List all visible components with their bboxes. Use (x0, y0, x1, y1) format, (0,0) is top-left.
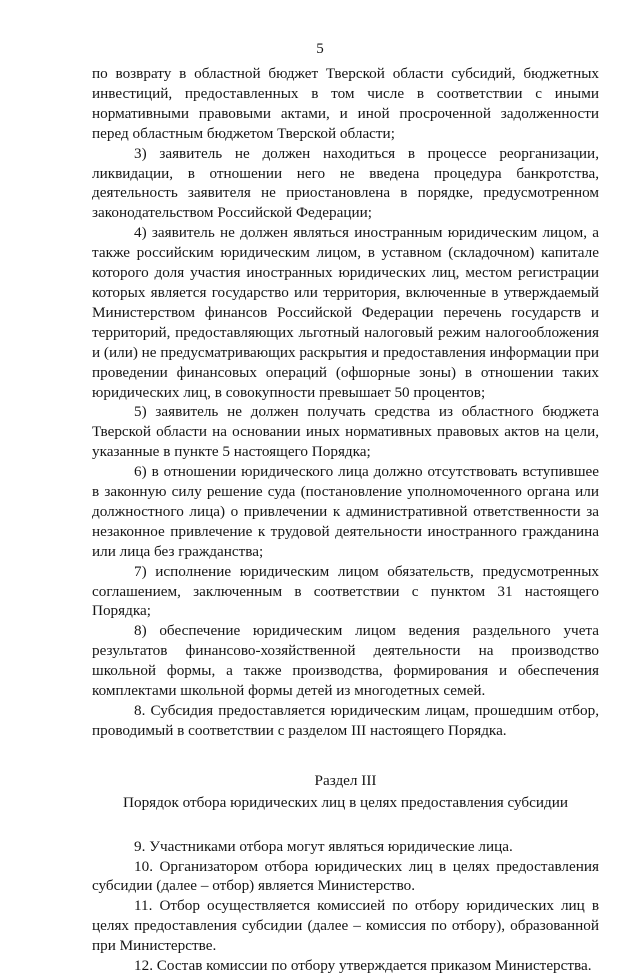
paragraph-item-4: 4) заявитель не должен являться иностранным юридическим лицом, а также российским юридическим лицом, в уставном (складочном) капитале которого доля участия иностранных юридических лиц, местом регистрации которых является государство или территория, включенные в утверждаемый Министерством финансов Российской Федерации перечень государств и территорий, предоставляющих льготный налоговый режим налогообложения и (или) не предусматривающих раскрытия и предоставления информации при проведении финансовых операций (офшорные зоны) в отношении таких юридических лиц, в совокупности превышает 50 процентов; (92, 224, 599, 401)
paragraph-item-7: 7) исполнение юридическим лицом обязательств, предусмотренных соглашением, заключенным в соответствии с пунктом 31 настоящего Порядка; (92, 562, 599, 620)
paragraph-item-6: 6) в отношении юридического лица должно отсутствовать вступившее в законную силу решение суда (постановление уполномоченного органа или должностного лица) о привлечении к административной ответственности за незаконное привлечение к трудовой деятельности иностранного гражданина или лица без гражданства; (92, 463, 599, 560)
paragraph-item-5: 5) заявитель не должен получать средства из областного бюджета Тверской области на основании иных нормативных правовых актов на цели, указанные в пункте 5 настоящего Порядка; (92, 403, 599, 461)
paragraph-item-8: 8) обеспечение юридическим лицом ведения раздельного учета результатов финансово-хозяйственной деятельности на производство школьной формы, а также производства, формирования и обеспечения комплектами школьной формы детей из многодетных семей. (92, 622, 599, 700)
section-title: Раздел III (314, 771, 377, 789)
page-number: 5 (316, 41, 324, 57)
paragraph-point-8: 8. Субсидия предоставляется юридическим лицам, прошедшим отбор, проводимый в соответствии с разделом III настоящего Порядка. (92, 702, 599, 739)
paragraph-point-9: 9. Участниками отбора могут являться юридические лица. (134, 837, 513, 855)
section-subtitle: Порядок отбора юридических лиц в целях предоставления субсидии (123, 793, 568, 811)
paragraph-point-11: 11. Отбор осуществляется комиссией по отбору юридических лиц в целях предоставления субсидии (далее – комиссия по отбору), образованной при Министерстве. (92, 897, 599, 955)
paragraph-point-12: 12. Состав комиссии по отбору утверждается приказом Министерства. (134, 957, 592, 975)
paragraph-point-10: 10. Организатором отбора юридических лиц в целях предоставления субсидии (далее – отбор) является Министерство. (92, 857, 599, 895)
document-body (92, 64, 599, 976)
paragraph-continuation: по возврату в областной бюджет Тверской области субсидий, бюджетных инвестиций, предоставленных в том числе в соответствии с иными нормативными правовыми актами, и иной просроченной задолженности перед областным бюджетом Тверской области; (92, 65, 599, 142)
paragraph-item-3: 3) заявитель не должен находиться в процессе реорганизации, ликвидации, в отношении него не введена процедура банкротства, деятельность заявителя не приостановлена в порядке, предусмотренном законодательством Российской Федерации; (92, 144, 599, 222)
